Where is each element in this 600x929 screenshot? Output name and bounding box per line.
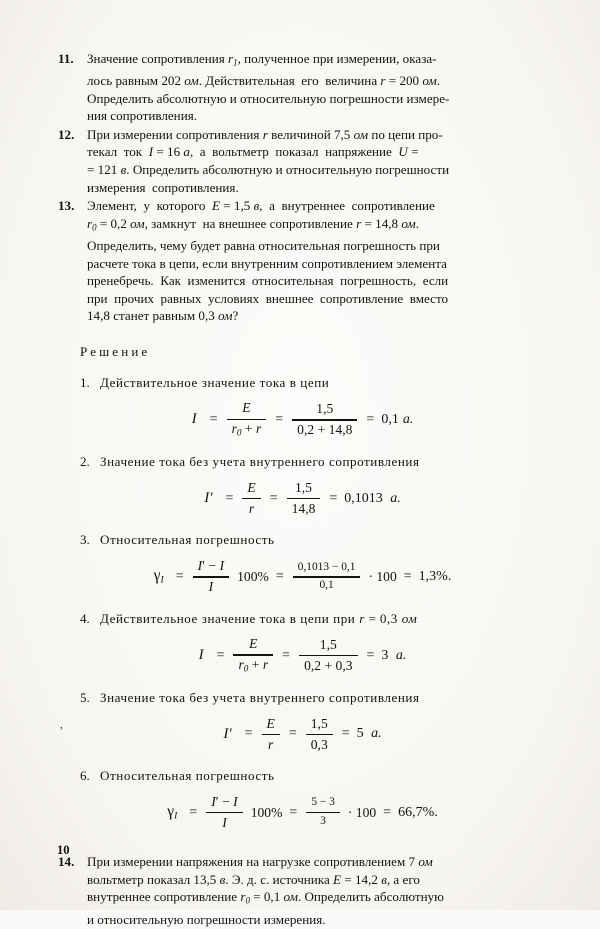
fraction-bar — [233, 654, 273, 655]
fraction-bar — [299, 655, 357, 656]
equals-sign: = — [289, 804, 298, 820]
fraction-E-over-r — [242, 480, 260, 518]
denominator: I — [222, 814, 227, 830]
problem-item-11 — [58, 50, 547, 125]
numerator: 1,5 — [310, 715, 328, 731]
equals-sign: = — [341, 726, 350, 742]
step-number: 3. — [80, 532, 90, 548]
problem-number: 11. — [58, 51, 74, 66]
denominator: 0,2 + 0,3 — [304, 657, 353, 673]
formula-result: 5 а. — [356, 726, 382, 742]
fraction-bar — [227, 419, 267, 420]
formula-result: 0,1 а. — [381, 411, 414, 427]
step-text: Значение тока без учета внутреннего сопротивления — [100, 690, 420, 705]
formula-result: 3 а. — [381, 647, 407, 663]
fraction-bar — [292, 419, 357, 420]
solution-step-4 — [80, 610, 547, 628]
numerator: E — [242, 400, 251, 416]
denominator: 0,1 — [319, 579, 334, 591]
step-number: 6. — [80, 768, 90, 784]
formula-3 — [58, 558, 547, 596]
page-number: 10 — [57, 843, 70, 857]
denominator: $r_0 + r$ — [231, 421, 262, 439]
formula-result: 66,7%. — [398, 804, 438, 820]
denominator: I — [208, 579, 214, 594]
fraction-bar — [293, 576, 361, 577]
step-text: Относительная погрешность — [100, 768, 275, 784]
formula-lhs: I′ — [204, 490, 213, 507]
numerator: 0,1013 − 0,1 — [297, 560, 356, 573]
multiply-term: · 100 — [368, 568, 397, 584]
equals-sign: = — [216, 647, 225, 663]
denominator: $r_0 + r$ — [238, 657, 269, 674]
fraction-values — [306, 796, 340, 828]
stray-mark: , — [60, 719, 63, 731]
numerator: E — [249, 636, 258, 652]
equals-sign: = — [269, 490, 278, 506]
fraction-bar — [287, 498, 321, 499]
fraction-bar — [262, 734, 280, 735]
numerator: E — [247, 479, 256, 495]
fraction-delta-over-I — [193, 558, 230, 596]
formula-result: 0,1013 а. — [344, 490, 401, 506]
equals-sign: = — [282, 647, 291, 663]
denominator: r — [268, 736, 274, 752]
equals-sign: = — [366, 647, 375, 663]
step-number: 1. — [80, 374, 90, 390]
problem-text: При измерении напряжения на нагрузке сопротивлением 7 ом вольтметр показал 13,5 в. Э. д. с. источника E = 14,2 в, а его внутреннее сопротивление $r_0 = 0,1$ ом. Определить абсолютную и относительную погрешности измерения. — [87, 854, 444, 927]
page-content — [58, 50, 547, 929]
solution-heading: Решение — [80, 343, 151, 359]
problem-text: Значение сопротивления $r_1$, полученное при измерении, оказа- лось равным 202 ом. Действительная его величина r = 200 ом. Определить абсолютную и относительную погрешности измере- ния сопротивления. — [87, 51, 450, 124]
percent-multiplier: 100% — [237, 568, 269, 584]
denominator: 14,8 — [291, 500, 316, 516]
problem-number: 13. — [58, 198, 75, 214]
numerator: I′ − I — [197, 558, 225, 574]
formula-lhs: I — [198, 647, 204, 664]
formula-result: 1,3%. — [418, 568, 452, 584]
formula-lhs: I′ — [223, 725, 232, 742]
fraction-values — [306, 716, 333, 754]
fraction-bar — [306, 812, 340, 813]
solution-step-6 — [80, 767, 547, 785]
numerator: 1,5 — [319, 636, 337, 652]
fraction-delta-over-I — [206, 794, 243, 832]
numerator: 1,5 — [316, 401, 334, 417]
formula-lhs: I — [191, 411, 197, 428]
gamma-symbol: $\gamma_I$ — [167, 803, 178, 822]
solution-step-2 — [80, 453, 547, 471]
step-text: Действительное значение тока в цепи — [100, 374, 330, 390]
equals-sign: = — [366, 411, 375, 427]
problem-item-14 — [58, 853, 547, 928]
fraction-bar — [306, 734, 333, 735]
fraction-values — [292, 401, 357, 439]
equals-sign: = — [209, 411, 218, 427]
formula-2 — [58, 480, 547, 518]
equals-sign: = — [189, 804, 198, 820]
step-number: 5. — [80, 690, 90, 705]
solution-step-5 — [80, 689, 547, 707]
fraction-E-over-r0r — [227, 400, 267, 439]
gamma-symbol: $\gamma_I$ — [153, 567, 164, 587]
denominator: r — [248, 500, 255, 516]
step-number: 2. — [80, 454, 90, 470]
fraction-bar — [242, 498, 260, 499]
denominator: 0,3 — [310, 736, 328, 752]
equals-sign: = — [225, 490, 234, 506]
problem-item-13 — [58, 197, 547, 325]
equals-sign: = — [275, 411, 284, 427]
step-number: 4. — [80, 610, 90, 626]
equals-sign: = — [288, 726, 297, 742]
step-text: Действительное значение тока в цепи при r = 0,3 ом — [100, 610, 418, 626]
numerator: 1,5 — [294, 479, 312, 495]
fraction-bar — [206, 812, 243, 813]
equals-sign: = — [403, 568, 412, 584]
percent-multiplier: 100% — [250, 804, 283, 820]
problem-text: Элемент, у которого E = 1,5 в, а внутреннее сопротивление $r_0 = 0,2$ ом, замкнут на внешнее сопротивление r = 14,8 ом. Определить, чему будет равна относительная погрешность при расчете тока в цепи, если внутренним сопротивлением элемента пренебречь. Как изменится относительная погрешность, если при прочих равных условиях внешнее сопротивление вместо 14,8 станет равным 0,3 ом? — [87, 198, 449, 324]
problem-item-12 — [58, 126, 547, 196]
formula-1 — [58, 400, 547, 439]
solution-step-3 — [80, 531, 547, 549]
fraction-E-over-r — [262, 716, 280, 754]
fraction-bar — [193, 576, 230, 577]
step-text: Значение тока без учета внутреннего сопротивления — [100, 454, 420, 470]
problem-number: 14. — [58, 854, 75, 870]
fraction-values — [293, 561, 361, 593]
denominator: 3 — [320, 814, 326, 827]
fraction-values — [299, 637, 357, 675]
equals-sign: = — [329, 490, 338, 506]
problem-number: 12. — [58, 126, 75, 142]
step-text: Относительная погрешность — [100, 532, 275, 548]
numerator: 5 − 3 — [311, 796, 335, 809]
formula-5 — [58, 716, 547, 754]
solution-step-1 — [80, 374, 547, 392]
multiply-term: · 100 — [347, 804, 377, 820]
equals-sign: = — [275, 568, 284, 584]
fraction-values — [287, 480, 321, 518]
equals-sign: = — [383, 804, 392, 820]
numerator: I′ − I — [211, 793, 238, 809]
equals-sign: = — [175, 568, 184, 584]
equals-sign: = — [244, 726, 253, 742]
numerator: E — [266, 715, 275, 731]
fraction-E-over-r0r — [233, 636, 273, 675]
problem-text: При измерении сопротивления r величиной 7,5 ом по цепи про- текал ток I = 16 а, а вольтметр показал напряжение U = = 121 в. Определить абсолютную и относительную погрешности измерения сопротивления. — [87, 126, 450, 195]
formula-6 — [58, 794, 547, 832]
denominator: 0,2 + 14,8 — [297, 422, 353, 438]
formula-4 — [58, 636, 547, 675]
